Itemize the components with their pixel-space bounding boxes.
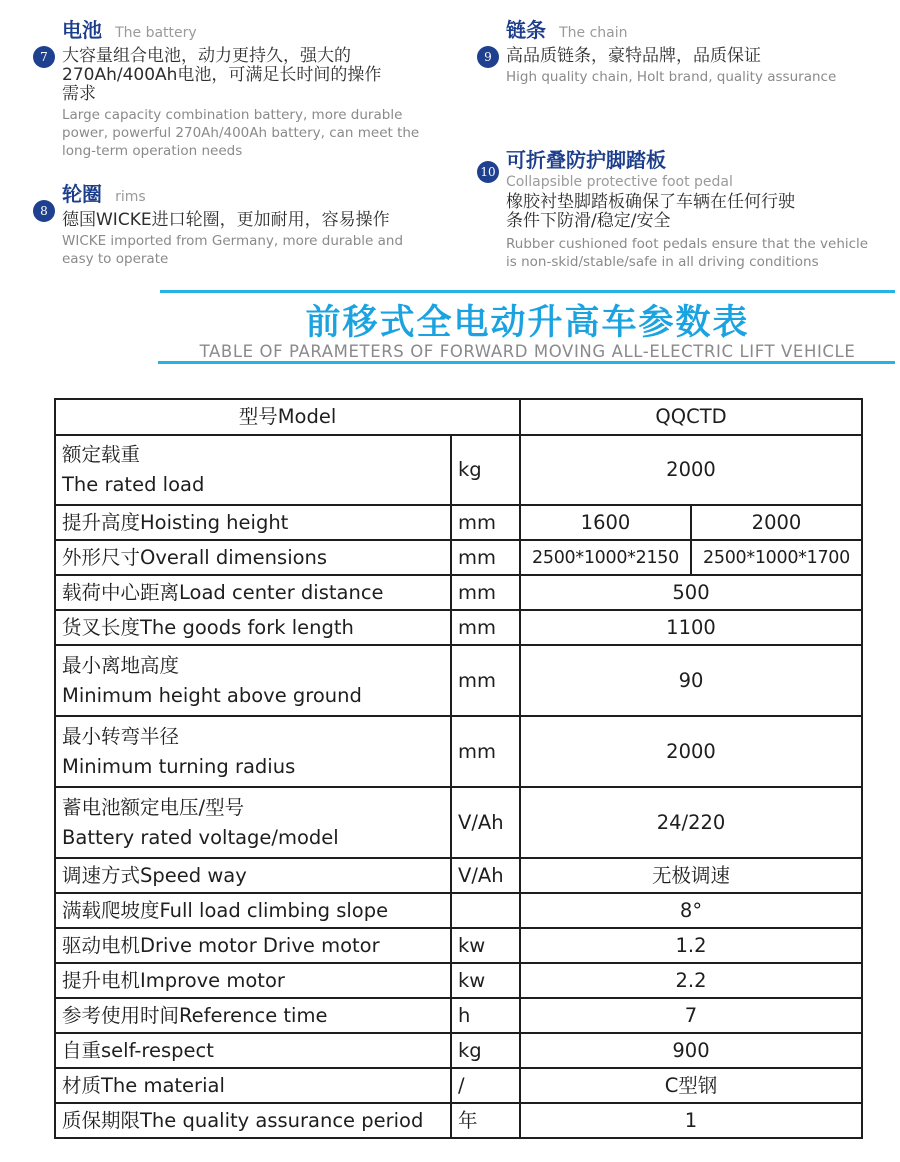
param-label-en: The rated load [62, 473, 205, 496]
header-label: 型号Model [55, 399, 520, 435]
feature-text-zh: 需求 [62, 84, 96, 104]
feature-battery [38, 14, 468, 160]
feature-text-en: easy to operate [62, 251, 169, 267]
number-badge: 10 [477, 161, 499, 183]
param-label: 提升电机Improve motor [55, 963, 451, 998]
table-header-row [55, 399, 862, 435]
feature-chain [482, 14, 892, 86]
param-value: C型钢 [520, 1068, 862, 1103]
table-row [55, 1103, 862, 1138]
param-label: 载荷中心距离Load center distance [55, 575, 451, 610]
param-value: 500 [520, 575, 862, 610]
param-value: 2500*1000*2150 [520, 540, 691, 575]
number-badge: 9 [477, 46, 499, 68]
param-value: 1600 [520, 505, 691, 540]
param-label-zh: 最小转弯半径 [62, 724, 180, 748]
param-value: 1.2 [520, 928, 862, 963]
param-unit: mm [451, 645, 520, 716]
param-label [55, 787, 451, 858]
param-unit: V/Ah [451, 787, 520, 858]
param-value: 2500*1000*1700 [691, 540, 862, 575]
param-value: 1 [520, 1103, 862, 1138]
feature-title: 可折叠防护脚踏板 [506, 148, 666, 172]
feature-title: 电池 [62, 18, 102, 42]
feature-text-en: is non-skid/stable/safe in all driving conditions [506, 254, 819, 270]
table-row [55, 435, 862, 505]
param-value: 无极调速 [520, 858, 862, 893]
feature-title: 链条 [506, 18, 546, 42]
table-row [55, 928, 862, 963]
param-label: 货叉长度The goods fork length [55, 610, 451, 645]
param-value: 2.2 [520, 963, 862, 998]
param-label-zh: 蓄电池额定电压/型号 [62, 795, 245, 819]
param-unit: 年 [451, 1103, 520, 1138]
param-unit: mm [451, 716, 520, 787]
param-value: 2000 [520, 435, 862, 505]
param-value: 1100 [520, 610, 862, 645]
param-unit: kg [451, 1033, 520, 1068]
param-label [55, 435, 451, 505]
table-row [55, 893, 862, 928]
param-unit: kg [451, 435, 520, 505]
param-label: 自重self-respect [55, 1033, 451, 1068]
feature-pedal [482, 144, 897, 271]
feature-subtitle: Collapsible protective foot pedal [506, 174, 733, 190]
feature-text-zh: 大容量组合电池，动力更持久，强大的 [62, 46, 351, 66]
feature-text-en: Rubber cushioned foot pedals ensure that the vehicle [506, 236, 869, 252]
table-row [55, 998, 862, 1033]
param-label-en: Minimum height above ground [62, 683, 362, 707]
feature-rims [38, 178, 468, 268]
param-label: 质保期限The quality assurance period [55, 1103, 451, 1138]
feature-text-en: Large capacity combination battery, more durable [62, 107, 403, 123]
title-bottom-rule [158, 361, 895, 364]
table-row [55, 505, 862, 540]
param-label: 满载爬坡度Full load climbing slope [55, 893, 451, 928]
number-badge: 7 [33, 46, 55, 68]
param-value: 900 [520, 1033, 862, 1068]
table-row [55, 787, 862, 858]
param-label: 提升高度Hoisting height [55, 505, 451, 540]
table-row [55, 858, 862, 893]
param-value: 24/220 [520, 787, 862, 858]
feature-text-zh: 高品质链条，豪特品牌，品质保证 [506, 46, 761, 66]
param-label-en: Battery rated voltage/model [62, 825, 339, 849]
table-row [55, 1033, 862, 1068]
param-unit: / [451, 1068, 520, 1103]
table-title-en: TABLE OF PARAMETERS OF FORWARD MOVING ALL-ELECTRIC LIFT VEHICLE [199, 342, 856, 361]
param-value: 90 [520, 645, 862, 716]
feature-subtitle: rims [115, 189, 146, 205]
param-label: 参考使用时间Reference time [55, 998, 451, 1033]
feature-text-zh: 270Ah/400Ah电池，可满足长时间的操作 [62, 65, 382, 85]
param-unit: mm [451, 610, 520, 645]
table-row [55, 716, 862, 787]
table-row [55, 610, 862, 645]
param-label [55, 716, 451, 787]
param-label-en: Minimum turning radius [62, 754, 296, 778]
param-value: 2000 [520, 716, 862, 787]
feature-text-en: power, powerful 270Ah/400Ah battery, can meet the [62, 125, 420, 141]
param-label: 驱动电机Drive motor Drive motor [55, 928, 451, 963]
table-row [55, 575, 862, 610]
header-value: QQCTD [520, 399, 862, 435]
title-top-rule [160, 290, 895, 293]
feature-text-zh: 橡胶衬垫脚踏板确保了车辆在任何行驶 [506, 192, 795, 212]
param-unit: kw [451, 928, 520, 963]
feature-text-en: long-term operation needs [62, 143, 243, 159]
feature-text-zh: 条件下防滑/稳定/安全 [506, 211, 671, 231]
number-badge: 8 [33, 200, 55, 222]
feature-text-en: WICKE imported from Germany, more durable and [62, 233, 404, 249]
param-value: 2000 [691, 505, 862, 540]
table-row [55, 1068, 862, 1103]
param-unit: V/Ah [451, 858, 520, 893]
param-unit: mm [451, 540, 520, 575]
param-value: 7 [520, 998, 862, 1033]
feature-subtitle: The chain [559, 25, 628, 41]
feature-text-en: High quality chain, Holt brand, quality assurance [506, 69, 837, 85]
feature-title: 轮圈 [62, 182, 102, 206]
table-row [55, 645, 862, 716]
feature-subtitle: The battery [115, 25, 197, 41]
param-label: 外形尺寸Overall dimensions [55, 540, 451, 575]
param-unit: mm [451, 505, 520, 540]
feature-text-zh: 德国WICKE进口轮圈，更加耐用，容易操作 [62, 210, 390, 230]
table-row [55, 540, 862, 575]
param-value: 8° [520, 893, 862, 928]
param-label-zh: 额定载重 [62, 443, 141, 466]
param-unit: mm [451, 575, 520, 610]
param-unit [451, 893, 520, 928]
parameter-table [54, 398, 863, 1139]
table-row [55, 963, 862, 998]
param-unit: kw [451, 963, 520, 998]
param-label [55, 645, 451, 716]
param-label: 调速方式Speed way [55, 858, 451, 893]
table-title-zh: 前移式全电动升高车参数表 [305, 303, 750, 343]
param-unit: h [451, 998, 520, 1033]
param-label: 材质The material [55, 1068, 451, 1103]
param-label-zh: 最小离地高度 [62, 653, 180, 677]
